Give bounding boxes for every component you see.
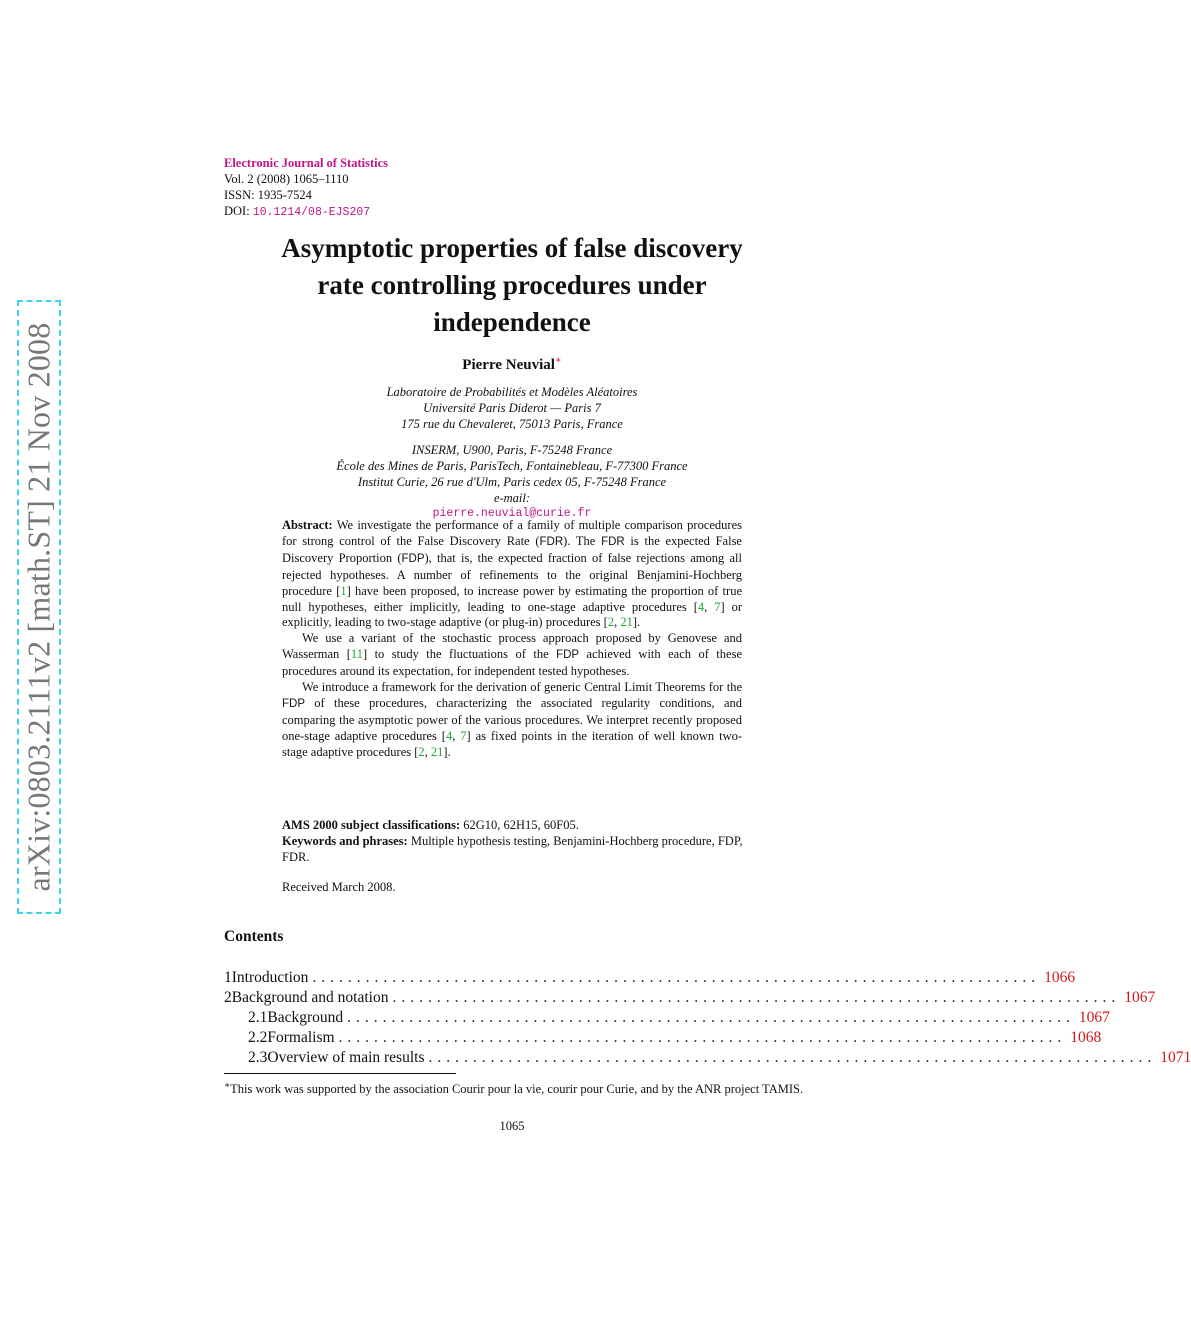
title-line: independence — [433, 307, 591, 337]
abstract-text: ] to study the fluctuations of the — [362, 647, 557, 662]
abstract-text: ] or explicitly, leading to two-stage adaptive (or plug-in) procedures [ — [282, 599, 743, 630]
abstract-text: , — [452, 728, 461, 743]
toc-page-link[interactable]: 1067 — [1078, 1009, 1110, 1026]
paper-title — [212, 230, 812, 341]
doi-link[interactable]: 10.1214/08-EJS207 — [252, 206, 371, 219]
citation-link[interactable]: 11 — [350, 647, 363, 662]
toc-number: 2.3 — [248, 1049, 268, 1066]
abstract-paragraph-2 — [282, 631, 742, 680]
citation-link[interactable]: 21 — [430, 744, 444, 759]
affiliation-line: INSERM, U900, Paris, F-75248 France — [411, 443, 613, 457]
toc-label: Overview of main results — [267, 1049, 425, 1066]
toc-page-link[interactable]: 1066 — [1044, 969, 1076, 986]
toc-label: Background — [267, 1009, 344, 1026]
ams-label: AMS 2000 subject classifications: — [282, 818, 461, 832]
author — [212, 355, 812, 374]
toc-leader: .................................................................................. — [392, 989, 1121, 1006]
toc-page-link[interactable]: 1068 — [1070, 1029, 1102, 1046]
abstract-text: of these procedures, characterizing the associated regularity conditions, and comparing the asymptotic power of the various procedures. We interpret recently proposed one-stage adaptive procedures [ — [282, 695, 742, 743]
abstract-paragraph-1 — [282, 518, 742, 631]
abstract-text: ] as fixed points in the iteration of well known two-stage adaptive procedures [ — [282, 728, 743, 759]
abstract-acronym: FDP — [401, 552, 425, 565]
abstract-text: ]. — [632, 615, 641, 630]
citation-link[interactable]: 4 — [697, 599, 705, 614]
abstract-acronym: FDR — [601, 535, 625, 548]
abstract-text: We use a variant of the stochastic process approach proposed by Genovese and Wasserman [ — [282, 631, 742, 662]
toc-leader: .................................................................................. — [428, 1049, 1157, 1066]
toc-entry[interactable] — [224, 1008, 1110, 1028]
abstract-label: Abstract: — [282, 518, 333, 532]
email-link[interactable]: pierre.neuvial@curie.fr — [432, 507, 592, 520]
abstract-text: is the expected False Discovery Proportion ( — [282, 533, 742, 565]
keywords-value: Multiple hypothesis testing, Benjamini-Hochberg procedure, FDP, FDR. — [282, 834, 743, 864]
affiliation-line: Université Paris Diderot — Paris 7 — [423, 401, 601, 415]
journal-issn: ISSN: 1935-7524 — [224, 188, 312, 202]
abstract-text: achieved with each of these procedures around its expectation, for independent tested hypotheses. — [282, 647, 742, 679]
toc-label: Formalism — [267, 1029, 335, 1046]
journal-volume: Vol. 2 (2008) 1065–1110 — [224, 172, 349, 186]
affiliation-line: Laboratoire de Probabilités et Modèles Aléatoires — [386, 385, 638, 399]
abstract-text: We investigate the performance of a family of multiple comparison procedures for strong control of the False Discovery Rate ( — [282, 518, 742, 548]
citation-link[interactable]: 21 — [620, 615, 633, 630]
footnote-rule — [224, 1073, 456, 1074]
toc-label: Introduction — [231, 969, 309, 986]
toc-number: 2.2 — [248, 1029, 268, 1046]
abstract-text: ]. — [443, 744, 451, 759]
affiliation-line: Institut Curie, 26 rue d'Ulm, Paris cedex 05, F-75248 France — [357, 475, 667, 489]
toc-entry[interactable] — [224, 968, 1076, 988]
affiliation-block-2 — [212, 442, 812, 522]
toc-number: 2 — [224, 989, 232, 1006]
toc-entry[interactable] — [224, 1048, 1191, 1068]
toc-page-link[interactable]: 1071 — [1160, 1049, 1191, 1066]
toc-leader: .................................................................................. — [312, 969, 1041, 986]
journal-doi — [224, 203, 388, 221]
abstract-text: , — [424, 744, 431, 759]
arxiv-stamp-text: arXiv:0803.2111v2 [math.ST] 21 Nov 2008 — [20, 322, 57, 892]
contents-heading: Contents — [224, 928, 284, 945]
citation-link[interactable]: 2 — [418, 744, 425, 759]
ams-value: 62G10, 62H15, 60F05. — [460, 818, 579, 832]
abstract-acronym: FDP — [556, 649, 580, 662]
citation-link[interactable]: 7 — [460, 728, 467, 743]
doi-label: DOI: — [224, 204, 250, 218]
abstract-text: , — [704, 599, 715, 614]
toc-leader: .................................................................................. — [347, 1009, 1075, 1026]
keywords — [282, 833, 752, 865]
journal-header — [224, 155, 388, 221]
footnote — [224, 1077, 807, 1097]
page-number: 1065 — [499, 1119, 525, 1133]
keywords-label: Keywords and phrases: — [282, 834, 408, 848]
toc-entry[interactable] — [224, 988, 1156, 1008]
citation-link[interactable]: 4 — [445, 728, 453, 743]
citation-link[interactable]: 2 — [607, 615, 615, 630]
title-line: rate controlling procedures under — [317, 270, 707, 300]
abstract — [282, 518, 742, 761]
author-name: Pierre Neuvial — [462, 357, 555, 373]
toc-entry[interactable] — [224, 1028, 1102, 1048]
title-line: Asymptotic properties of false discovery — [281, 233, 743, 263]
footnote-mark: ∗ — [224, 1080, 231, 1090]
toc-number: 2.1 — [248, 1009, 268, 1026]
journal-name[interactable]: Electronic Journal of Statistics — [224, 156, 388, 170]
abstract-acronym: FDR — [539, 535, 564, 548]
citation-link[interactable]: 1 — [340, 583, 347, 598]
abstract-paragraph-3 — [282, 680, 742, 761]
citation-link[interactable]: 7 — [714, 599, 721, 614]
table-of-contents — [224, 968, 1191, 1068]
affiliation-line: École des Mines de Paris, ParisTech, Fontainebleau, F-77300 France — [336, 459, 688, 473]
arxiv-stamp — [17, 300, 61, 914]
footnote-mark-link[interactable]: ∗ — [554, 355, 562, 366]
abstract-text: We introduce a framework for the derivation of generic Central Limit Theorems for the — [302, 680, 742, 695]
classification-block — [282, 817, 752, 865]
abstract-text: ). The — [563, 533, 602, 548]
footnote-text: This work was supported by the association Courir pour la vie, courir pour Curie, and by the ANR project TAMIS. — [230, 1082, 804, 1097]
abstract-text: ), that is, the expected fraction of false rejections among all rejected hypotheses. A number of refinements to the original Benjamini-Hochberg procedure [ — [282, 550, 742, 598]
abstract-text: ] have been proposed, to increase power by estimating the proportion of true null hypotheses, either implicitly, leading to one-stage adaptive procedures [ — [282, 583, 742, 614]
email-label: e-mail: — [493, 491, 531, 505]
affiliation-line: 175 rue du Chevaleret, 75013 Paris, France — [401, 417, 623, 431]
toc-label: Background and notation — [231, 989, 389, 1006]
toc-number: 1 — [224, 969, 232, 986]
toc-page-link[interactable]: 1067 — [1124, 989, 1156, 1006]
abstract-text: , — [614, 615, 621, 630]
received-date: Received March 2008. — [282, 880, 396, 894]
toc-leader: .................................................................................. — [338, 1029, 1067, 1046]
abstract-acronym: FDP — [282, 697, 305, 710]
affiliation-block-1 — [212, 384, 812, 432]
ams-classification — [282, 817, 752, 833]
